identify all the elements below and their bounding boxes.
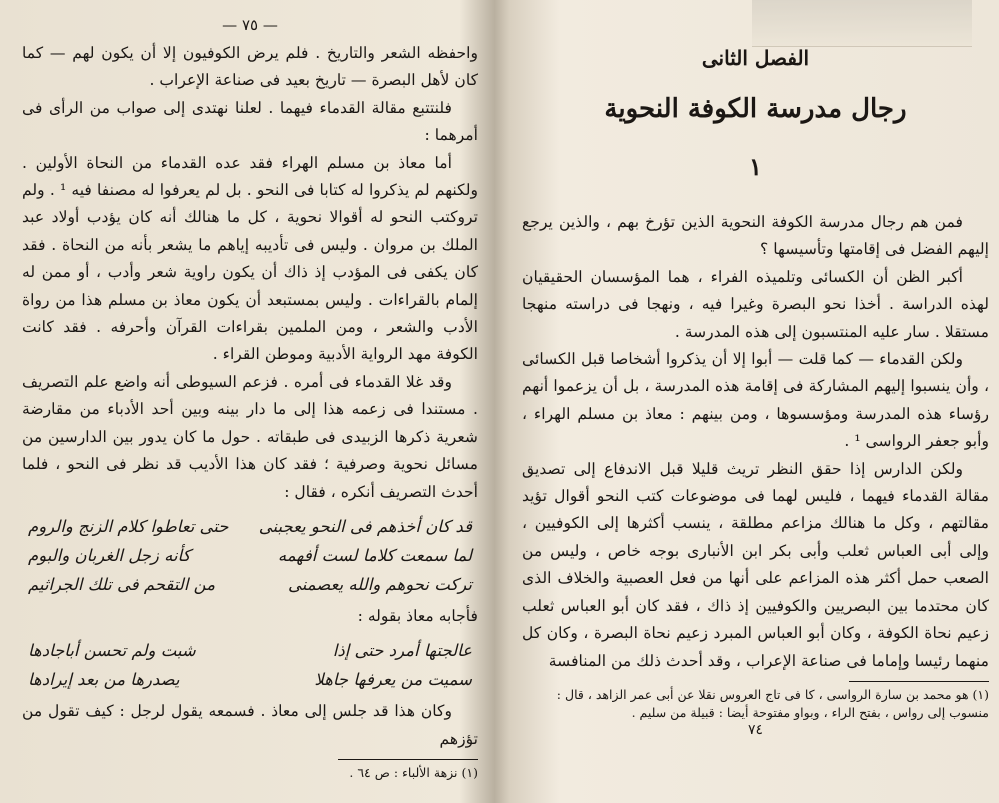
hemistich-second: كأنه زجل الغربان والبوم — [28, 545, 191, 565]
poem-verse — [22, 636, 478, 665]
page-number-bottom: ٧٤ — [747, 721, 764, 738]
hemistich-first: قد كان أخذهم فى النحو يعجبنى — [258, 516, 472, 536]
right-body — [522, 209, 989, 675]
paragraph: أما معاذ بن مسلم الهراء فقد عده القدماء من النحاة الأولين . ولكنهم لم يذكروا له كتابا فى النحو . بل لم يعرفوا له مصنفا فيه ¹ . ولم تروكتب النحو له أقوالا نحوية ، كل ما هنالك أنه كان يؤدب أولاد عبد الملك بن مروان . وليس فى تأديبه إياهم ما يشعر بأنه من النحاة . فقد كان يكفى فى المؤدب إذ ذاك أن يكون راوية شعر وأدب ، أو ممن له إلمام بالقراءات . وليس بمستبعد أن يكون معاذ بن مسلم هذا من رواة الأدب والشعر ، ومن الملمين بقراءات القرآن وأحرفه . فقد كانت الكوفة مهد الرواية الأدبية وموطن القراء . — [22, 153, 478, 364]
paragraph: ولكن القدماء — كما قلت — أبوا إلا أن يذكروا أشخاصا قبل الكسائى ، وأن ينسبوا إليهم المشاركة فى إقامة هذه المدرسة ، بل أن يزعموا أنهم رؤساء هذه المدرسة ومؤسسوها ، ومن بينهم : معاذ بن مسلم الهراء ، وأبو جعفر الرواسى ¹ . — [522, 350, 989, 451]
page-number-top: — ٧٥ — — [222, 16, 278, 34]
hemistich-second: من التقحم فى تلك الجراثيم — [28, 574, 216, 594]
right-page — [508, 0, 999, 803]
paragraph: فأجابه معاذ بقوله : — [357, 606, 478, 625]
footnote: (١) نزهة الألباء : ص ٦٤ . — [349, 765, 478, 781]
footnote-rule — [338, 759, 478, 760]
left-body — [22, 40, 478, 506]
hemistich-first: تركت نحوهم والله يعصمنى — [288, 574, 472, 594]
hemistich-first: سميت من يعرفها جاهلا — [314, 670, 472, 690]
left-body-end — [22, 698, 478, 753]
paragraph: فلنتتبع مقالة القدماء فيهما . لعلنا نهتدى إلى صواب من الرأى فى أمرهما : — [22, 98, 478, 145]
section-number: ١ — [749, 152, 762, 181]
footnote: (١) هو محمد بن سارة الرواسى ، كا فى تاج العروس نقلا عن أبى عمر الزاهد ، قال : منسوب إلى رواس ، بفتح الراء ، وبواو مفتوحة أيضا : قبيلة من سليم . — [556, 686, 989, 720]
paragraph: واحفظه الشعر والتاريخ . فلم يرض الكوفيون إلا أن يكون لهم — كما كان لأهل البصرة — تاريخ بعيد فى صناعة الإعراب . — [22, 44, 478, 90]
poem-2 — [22, 636, 478, 694]
poem-1 — [22, 512, 478, 599]
hemistich-second: شبت ولم تحسن أباجادها — [28, 641, 196, 661]
hemistich-first: لما سمعت كلاما لست أفهمه — [277, 545, 472, 565]
hemistich-second: حتى تعاطوا كلام الزنج والروم — [28, 516, 229, 536]
hemistich-first: عالجتها أمرد حتى إذا — [332, 641, 472, 661]
chapter-heading: الفصل الثانى — [701, 46, 810, 70]
paragraph: أكبر الظن أن الكسائى وتلميذه الفراء ، هما المؤسسان الحقيقيان لهذه الدراسة . أخذا نحو البصرة وغيرا فيه ، ونهجا فى دراسته منهجا مستقلا . سار عليه المنتسبون إلى هذه المدرسة . — [522, 267, 989, 341]
paragraph: ولكن الدارس إذا حقق النظر تريث قليلا قبل الاندفاع إلى تصديق مقالة القدماء فيهما ، فليس لهما فى موضوعات كتب النحو أقوال تؤيد مقالتهم ، وكل ما هنالك مزاعم مطلقة ، ينسب أكثرها إلى الكوفيين ، وإلى أبى العباس ثعلب وأبى بكر ابن الأنبارى بوجه خاص ، وليس من الصعب حمل أكثر هذه المزاعم على أنها من فعل العصبية والخلاف الذى كان محتدما بين البصريين والكوفيين إذ ذاك ، فقد كان أبو العباس ثعلب زعيم نحاة الكوفة ، وكان أبو العباس المبرد زعيم نحاة البصرة ، وكان كل منهما رئيسا وإماما فى صناعة الإعراب ، وقد أحدث ذلك من المنافسة — [522, 459, 989, 670]
reply-intro — [22, 603, 478, 630]
paragraph: وقد غلا القدماء فى أمره . فزعم السيوطى أنه واضع علم التصريف . مستندا فى زعمه هذا إلى ما دار بينه وبين أحد الأدباء من مقارضة شعرية ذكرها الزبيدى فى طبقاته . حول ما كان يدور بين الدارسين من مسائل نحوية وصرفية ؛ فقد كان هذا الأديب قد نظر فى النحو ، فلما أحدث التصريف أنكره ، فقال : — [22, 372, 478, 501]
left-page — [0, 0, 492, 803]
poem-verse — [22, 665, 478, 694]
footnote-rule — [849, 681, 989, 682]
hemistich-second: يصدرها من بعد إيرادها — [28, 670, 180, 690]
paragraph: وكان هذا قد جلس إلى معاذ . فسمعه يقول لرجل : كيف تقول من تؤزهم — [22, 702, 478, 748]
poem-verse — [22, 541, 478, 570]
paragraph: فمن هم رجال مدرسة الكوفة النحوية الذين تؤرخ بهم ، والذين يرجع إليهم الفضل فى إقامتها وتأسيسها ؟ — [522, 213, 989, 259]
poem-verse — [22, 570, 478, 599]
poem-verse — [22, 512, 478, 541]
chapter-title: رجال مدرسة الكوفة النحوية — [604, 94, 907, 124]
